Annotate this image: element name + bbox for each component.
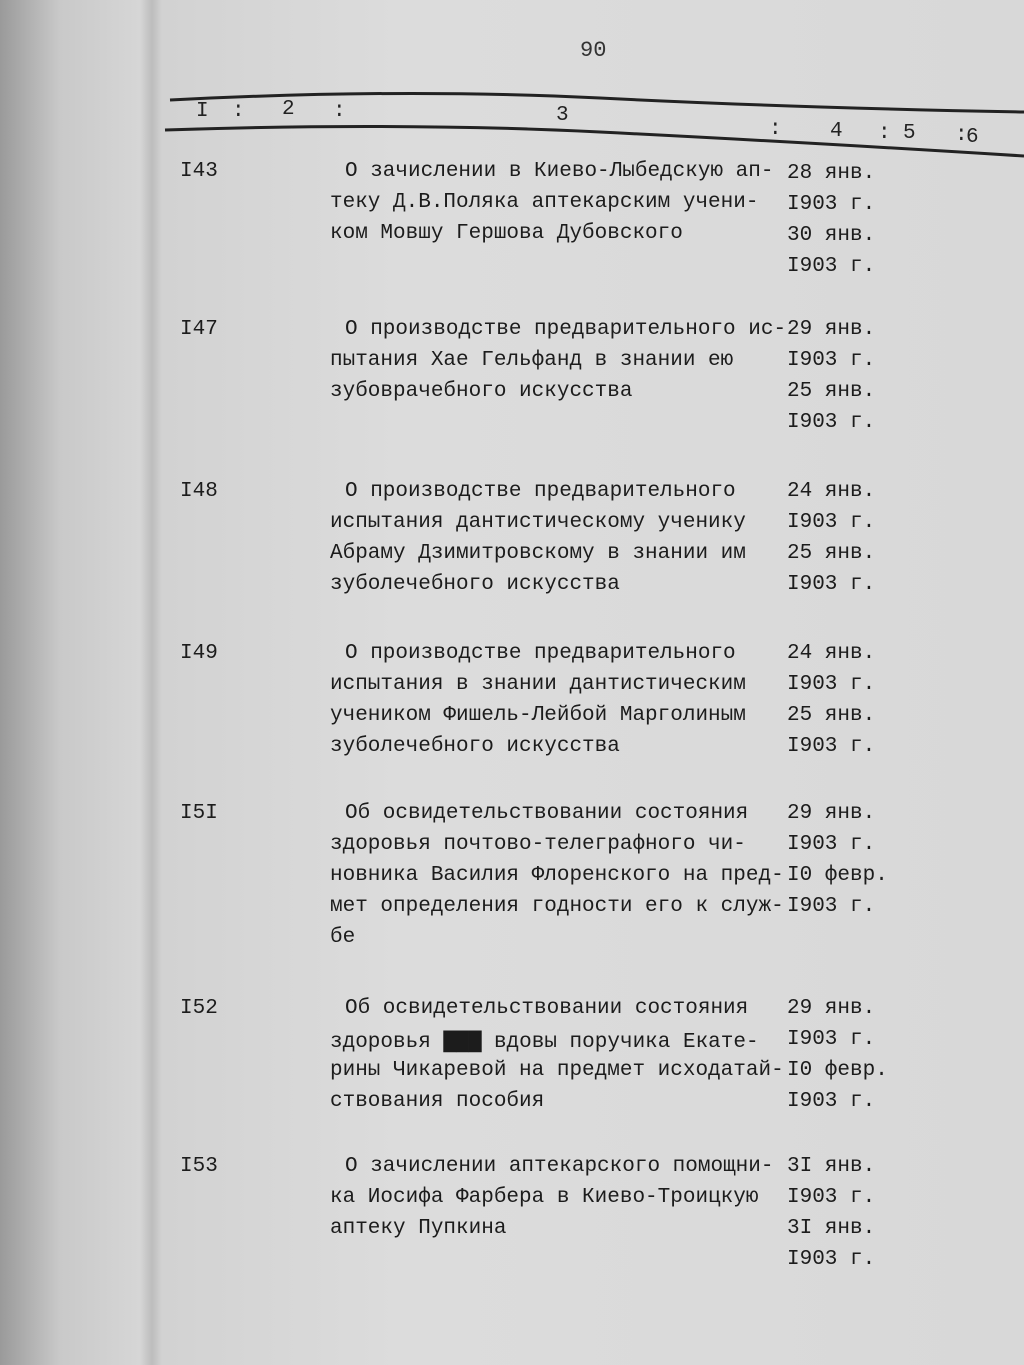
entry-text-line: новника Василия Флоренского на пред- bbox=[330, 864, 784, 887]
entry-text-line: О зачислении в Киево-Лыбедскую ап- bbox=[345, 160, 774, 183]
entry-text-line: здоровья ▇▇▇ вдовы поручика Екате- bbox=[330, 1031, 759, 1054]
header-sep: : bbox=[955, 124, 968, 147]
entry-date: I903 г. bbox=[787, 895, 876, 918]
header-col-3: 3 bbox=[556, 104, 569, 127]
entry-date: I903 г. bbox=[787, 349, 876, 372]
entry-date: 29 янв. bbox=[787, 802, 876, 825]
entry-text-line: испытания дантистическому ученику bbox=[330, 511, 746, 534]
entry-number: I49 bbox=[180, 642, 218, 665]
header-bottom-rule bbox=[165, 126, 1024, 156]
entry-number: I53 bbox=[180, 1155, 218, 1178]
entry-date: 3I янв. bbox=[787, 1217, 876, 1240]
header-col-2: 2 bbox=[282, 98, 295, 121]
entry-date: 25 янв. bbox=[787, 542, 876, 565]
entry-date: I903 г. bbox=[787, 1028, 876, 1051]
entry-date: I0 февр. bbox=[787, 1059, 888, 1082]
header-sep: : bbox=[333, 100, 346, 123]
entry-text-line: ствования пособия bbox=[330, 1090, 545, 1113]
entry-date: 24 янв. bbox=[787, 642, 876, 665]
entry-date: I903 г. bbox=[787, 411, 876, 434]
entry-date: I903 г. bbox=[787, 573, 876, 596]
entry-text-line: теку Д.В.Поляка аптекарским учени- bbox=[330, 191, 759, 214]
entry-date: I0 февр. bbox=[787, 864, 888, 887]
entry-date: I903 г. bbox=[787, 1186, 876, 1209]
entry-number: I43 bbox=[180, 160, 218, 183]
entry-date: I903 г. bbox=[787, 1248, 876, 1271]
entry-number: I52 bbox=[180, 997, 218, 1020]
entry-number: I5I bbox=[180, 802, 218, 825]
header-sep: : bbox=[232, 100, 245, 123]
entry-text-line: О производстве предварительного bbox=[345, 480, 736, 503]
entry-date: I903 г. bbox=[787, 193, 876, 216]
entry-text-line: О производстве предварительного bbox=[345, 642, 736, 665]
entry-date: I903 г. bbox=[787, 833, 876, 856]
entry-text-line: Об освидетельствовании состояния bbox=[345, 802, 749, 825]
entry-text-line: Абраму Дзимитровскому в знании им bbox=[330, 542, 746, 565]
entry-text-line: ка Иосифа Фарбера в Киево-Троицкую bbox=[330, 1186, 759, 1209]
entry-date: 24 янв. bbox=[787, 480, 876, 503]
entry-number: I47 bbox=[180, 318, 218, 341]
entry-date: I903 г. bbox=[787, 511, 876, 534]
header-sep: : bbox=[769, 118, 782, 141]
entry-date: 29 янв. bbox=[787, 318, 876, 341]
entry-number: I48 bbox=[180, 480, 218, 503]
entry-text-line: аптеку Пупкина bbox=[330, 1217, 507, 1240]
entry-text-line: зубоврачебного искусства bbox=[330, 380, 633, 403]
entry-date: 30 янв. bbox=[787, 224, 876, 247]
header-sep: : bbox=[878, 122, 891, 145]
page-number: 90 bbox=[580, 38, 607, 63]
entry-text-line: здоровья почтово-телеграфного чи- bbox=[330, 833, 746, 856]
entry-text-line: О производстве предварительного ис- bbox=[345, 318, 787, 341]
header-col-4: 4 bbox=[830, 120, 843, 143]
entry-date: 28 янв. bbox=[787, 162, 876, 185]
header-col-6: 6 bbox=[966, 126, 979, 149]
entry-text-line: зуболечебного искусства bbox=[330, 573, 620, 596]
entry-date: I903 г. bbox=[787, 673, 876, 696]
entry-date: I903 г. bbox=[787, 255, 876, 278]
entry-text-line: учеником Фишель-Лейбой Марголиным bbox=[330, 704, 746, 727]
entry-date: 3I янв. bbox=[787, 1155, 876, 1178]
entry-text-line: рины Чикаревой на предмет исходатай- bbox=[330, 1059, 784, 1082]
header-top-rule bbox=[170, 93, 1024, 112]
entry-date: 25 янв. bbox=[787, 380, 876, 403]
entry-text-line: Об освидетельствовании состояния bbox=[345, 997, 749, 1020]
entry-text-line: ком Мовшу Гершова Дубовского bbox=[330, 222, 683, 245]
entry-date: I903 г. bbox=[787, 735, 876, 758]
entry-date: I903 г. bbox=[787, 1090, 876, 1113]
entry-date: 25 янв. bbox=[787, 704, 876, 727]
header-col-5: 5 bbox=[903, 122, 916, 145]
entry-text-line: бе bbox=[330, 926, 356, 949]
entry-text-line: испытания в знании дантистическим bbox=[330, 673, 746, 696]
entry-text-line: зуболечебного искусства bbox=[330, 735, 620, 758]
entry-date: 29 янв. bbox=[787, 997, 876, 1020]
header-col-1: I bbox=[196, 100, 209, 123]
entry-text-line: пытания Хае Гельфанд в знании ею bbox=[330, 349, 734, 372]
entry-text-line: мет определения годности его к служ- bbox=[330, 895, 784, 918]
entry-text-line: О зачислении аптекарского помощни- bbox=[345, 1155, 774, 1178]
